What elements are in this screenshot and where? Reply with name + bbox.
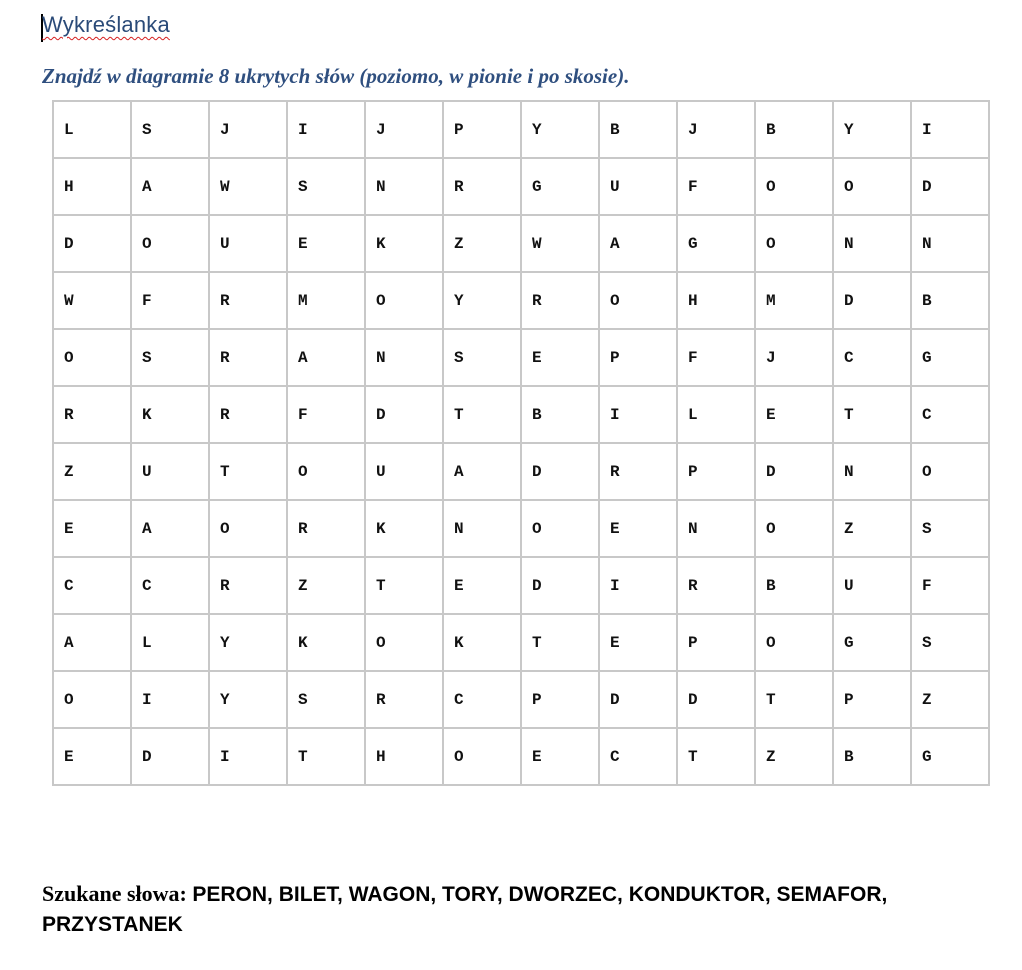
grid-cell: O bbox=[755, 614, 833, 671]
grid-cell: G bbox=[677, 215, 755, 272]
grid-row bbox=[53, 329, 989, 386]
grid-cell: O bbox=[521, 500, 599, 557]
grid-cell: Y bbox=[833, 101, 911, 158]
grid-cell: D bbox=[521, 557, 599, 614]
grid-cell: Y bbox=[209, 614, 287, 671]
grid-cell: I bbox=[599, 386, 677, 443]
grid-cell: E bbox=[287, 215, 365, 272]
grid-cell: F bbox=[131, 272, 209, 329]
grid-cell: T bbox=[833, 386, 911, 443]
grid-row bbox=[53, 272, 989, 329]
grid-cell: A bbox=[287, 329, 365, 386]
grid-cell: B bbox=[599, 101, 677, 158]
grid-cell: P bbox=[521, 671, 599, 728]
grid-cell: F bbox=[911, 557, 989, 614]
grid-cell: U bbox=[599, 158, 677, 215]
word-search-grid bbox=[52, 100, 990, 786]
grid-cell: N bbox=[365, 329, 443, 386]
grid-cell: R bbox=[677, 557, 755, 614]
grid-cell: W bbox=[521, 215, 599, 272]
grid-cell: W bbox=[209, 158, 287, 215]
grid-cell: D bbox=[677, 671, 755, 728]
grid-cell: O bbox=[131, 215, 209, 272]
grid-cell: P bbox=[677, 614, 755, 671]
grid-cell: R bbox=[53, 386, 131, 443]
grid-cell: T bbox=[677, 728, 755, 785]
grid-cell: Z bbox=[833, 500, 911, 557]
grid-cell: O bbox=[209, 500, 287, 557]
grid-cell: H bbox=[677, 272, 755, 329]
grid-row bbox=[53, 215, 989, 272]
grid-cell: T bbox=[443, 386, 521, 443]
grid-cell: K bbox=[131, 386, 209, 443]
grid-cell: E bbox=[53, 728, 131, 785]
grid-cell: K bbox=[365, 215, 443, 272]
grid-cell: Y bbox=[521, 101, 599, 158]
grid-cell: O bbox=[443, 728, 521, 785]
grid-cell: Z bbox=[755, 728, 833, 785]
grid-cell: B bbox=[755, 101, 833, 158]
grid-cell: L bbox=[131, 614, 209, 671]
grid-cell: B bbox=[521, 386, 599, 443]
grid-cell: D bbox=[911, 158, 989, 215]
grid-cell: C bbox=[911, 386, 989, 443]
grid-cell: U bbox=[365, 443, 443, 500]
grid-cell: A bbox=[53, 614, 131, 671]
grid-row bbox=[53, 500, 989, 557]
grid-cell: U bbox=[833, 557, 911, 614]
search-words bbox=[42, 880, 942, 941]
grid-cell: P bbox=[443, 101, 521, 158]
grid-cell: O bbox=[755, 500, 833, 557]
grid-cell: G bbox=[911, 728, 989, 785]
grid-cell: N bbox=[677, 500, 755, 557]
grid-cell: Z bbox=[53, 443, 131, 500]
grid-cell: D bbox=[599, 671, 677, 728]
grid-cell: E bbox=[599, 614, 677, 671]
grid-cell: O bbox=[365, 272, 443, 329]
grid-cell: P bbox=[833, 671, 911, 728]
grid-cell: H bbox=[365, 728, 443, 785]
grid-cell: J bbox=[755, 329, 833, 386]
search-words-label: Szukane słowa: bbox=[42, 881, 193, 906]
grid-cell: T bbox=[287, 728, 365, 785]
grid-cell: C bbox=[443, 671, 521, 728]
grid-cell: U bbox=[209, 215, 287, 272]
grid-cell: I bbox=[209, 728, 287, 785]
grid-cell: K bbox=[365, 500, 443, 557]
grid-cell: C bbox=[53, 557, 131, 614]
grid-cell: P bbox=[599, 329, 677, 386]
grid-row bbox=[53, 671, 989, 728]
grid-cell: A bbox=[131, 500, 209, 557]
grid-cell: S bbox=[443, 329, 521, 386]
grid-row bbox=[53, 557, 989, 614]
grid-cell: L bbox=[53, 101, 131, 158]
grid-cell: F bbox=[677, 329, 755, 386]
grid-cell: N bbox=[365, 158, 443, 215]
grid-cell: O bbox=[833, 158, 911, 215]
grid-cell: C bbox=[833, 329, 911, 386]
instruction-text: Znajdź w diagramie 8 ukrytych słów (poziomo, w pionie i po skosie). bbox=[42, 64, 630, 88]
search-words-list: PERON, BILET, WAGON, TORY, DWORZEC, KONDUKTOR, SEMAFOR, PRZYSTANEK bbox=[42, 883, 888, 936]
grid-cell: R bbox=[209, 272, 287, 329]
grid-cell: G bbox=[521, 158, 599, 215]
grid-cell: D bbox=[53, 215, 131, 272]
grid-cell: M bbox=[287, 272, 365, 329]
grid-cell: E bbox=[521, 728, 599, 785]
grid-cell: G bbox=[833, 614, 911, 671]
grid-cell: A bbox=[131, 158, 209, 215]
grid-cell: H bbox=[53, 158, 131, 215]
grid-row bbox=[53, 614, 989, 671]
grid-cell: K bbox=[287, 614, 365, 671]
grid-cell: D bbox=[833, 272, 911, 329]
grid-cell: R bbox=[365, 671, 443, 728]
grid-cell: D bbox=[131, 728, 209, 785]
grid-cell: R bbox=[209, 329, 287, 386]
grid-row bbox=[53, 158, 989, 215]
grid-cell: O bbox=[599, 272, 677, 329]
grid-cell: T bbox=[755, 671, 833, 728]
grid-cell: I bbox=[287, 101, 365, 158]
grid-cell: O bbox=[911, 443, 989, 500]
grid-cell: R bbox=[521, 272, 599, 329]
grid-cell: R bbox=[209, 386, 287, 443]
grid-cell: F bbox=[287, 386, 365, 443]
grid-cell: N bbox=[443, 500, 521, 557]
grid-cell: S bbox=[911, 500, 989, 557]
grid-cell: L bbox=[677, 386, 755, 443]
grid-cell: Z bbox=[287, 557, 365, 614]
grid-cell: I bbox=[599, 557, 677, 614]
grid-row bbox=[53, 101, 989, 158]
grid-cell: O bbox=[53, 671, 131, 728]
grid-cell: A bbox=[443, 443, 521, 500]
grid-cell: J bbox=[209, 101, 287, 158]
grid-cell: O bbox=[287, 443, 365, 500]
grid-cell: R bbox=[599, 443, 677, 500]
grid-cell: R bbox=[287, 500, 365, 557]
grid-cell: A bbox=[599, 215, 677, 272]
grid-row bbox=[53, 443, 989, 500]
grid-cell: B bbox=[833, 728, 911, 785]
grid-cell: R bbox=[209, 557, 287, 614]
document-title: Wykreślanka bbox=[42, 12, 170, 37]
grid-cell: D bbox=[521, 443, 599, 500]
grid-cell: R bbox=[443, 158, 521, 215]
grid-cell: Z bbox=[443, 215, 521, 272]
grid-cell: K bbox=[443, 614, 521, 671]
grid-cell: E bbox=[599, 500, 677, 557]
grid-cell: T bbox=[365, 557, 443, 614]
grid-cell: Y bbox=[209, 671, 287, 728]
grid-cell: T bbox=[521, 614, 599, 671]
grid-cell: T bbox=[209, 443, 287, 500]
grid-cell: U bbox=[131, 443, 209, 500]
grid-cell: Y bbox=[443, 272, 521, 329]
grid-cell: N bbox=[833, 443, 911, 500]
grid-cell: P bbox=[677, 443, 755, 500]
grid-cell: D bbox=[365, 386, 443, 443]
grid-cell: J bbox=[677, 101, 755, 158]
grid-cell: D bbox=[755, 443, 833, 500]
grid-row bbox=[53, 386, 989, 443]
grid-cell: O bbox=[755, 158, 833, 215]
grid-cell: E bbox=[443, 557, 521, 614]
grid-cell: Z bbox=[911, 671, 989, 728]
grid-cell: B bbox=[911, 272, 989, 329]
grid-cell: E bbox=[521, 329, 599, 386]
grid-cell: E bbox=[755, 386, 833, 443]
grid-cell: S bbox=[131, 329, 209, 386]
grid-cell: S bbox=[287, 671, 365, 728]
grid-cell: N bbox=[833, 215, 911, 272]
grid-cell: N bbox=[911, 215, 989, 272]
grid-cell: S bbox=[287, 158, 365, 215]
grid-cell: M bbox=[755, 272, 833, 329]
grid-cell: O bbox=[53, 329, 131, 386]
grid-cell: S bbox=[131, 101, 209, 158]
grid-cell: G bbox=[911, 329, 989, 386]
grid-cell: F bbox=[677, 158, 755, 215]
grid-cell: I bbox=[911, 101, 989, 158]
grid-row bbox=[53, 728, 989, 785]
grid-cell: J bbox=[365, 101, 443, 158]
grid-cell: C bbox=[599, 728, 677, 785]
grid-cell: C bbox=[131, 557, 209, 614]
grid-cell: S bbox=[911, 614, 989, 671]
grid-cell: I bbox=[131, 671, 209, 728]
grid-cell: B bbox=[755, 557, 833, 614]
grid-cell: E bbox=[53, 500, 131, 557]
grid-cell: W bbox=[53, 272, 131, 329]
grid-cell: O bbox=[755, 215, 833, 272]
grid-cell: O bbox=[365, 614, 443, 671]
